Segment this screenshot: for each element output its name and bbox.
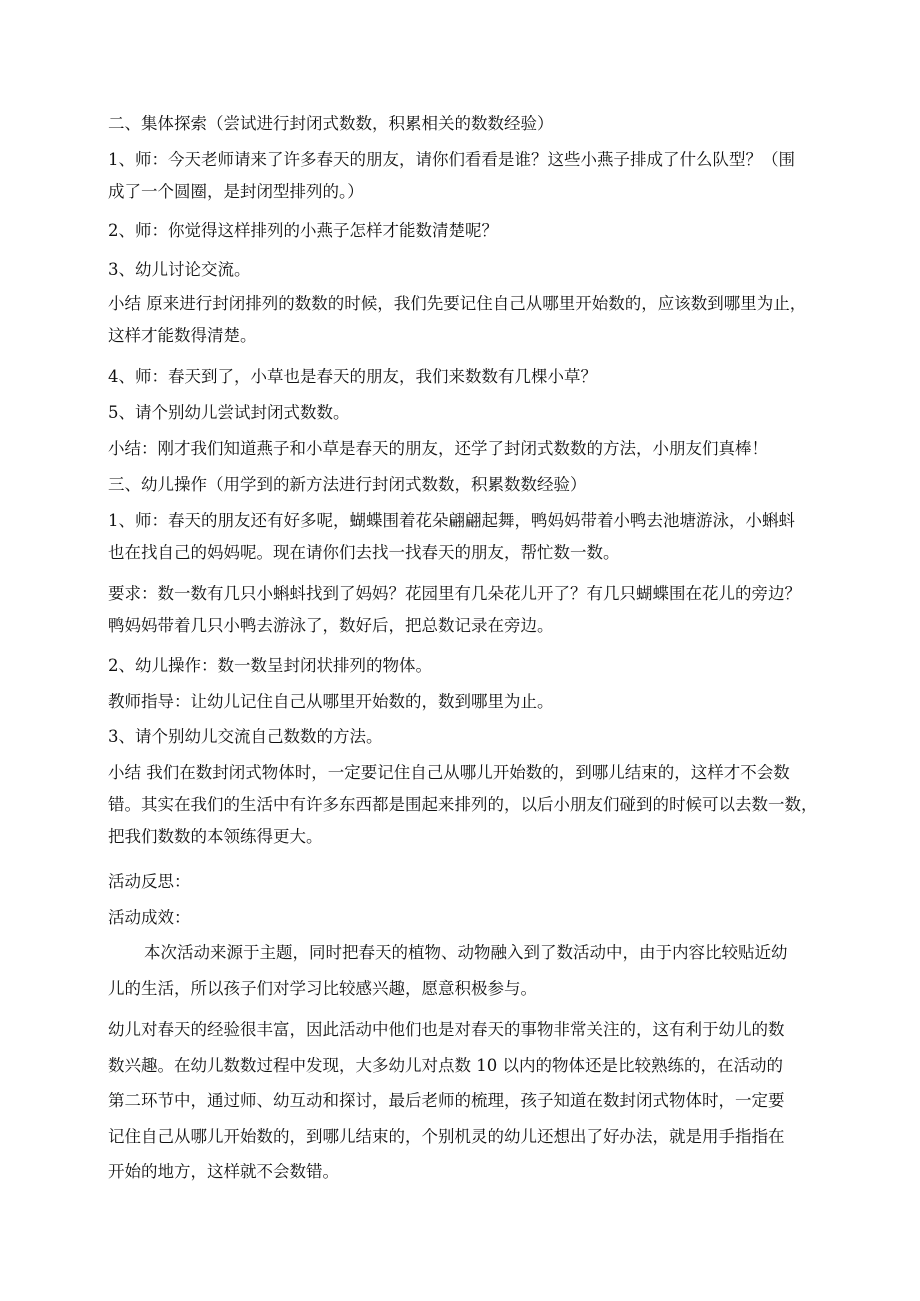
paragraph-attempt-5: 5、请个别幼儿尝试封闭式数数。 [108, 403, 350, 422]
paragraph-results-intro: 本次活动来源于主题，同时把春天的植物、动物融入到了数活动中，由于内容比较贴近幼 [144, 943, 788, 962]
paragraph-summary-3: 小结 我们在数封闭式物体时，一定要记住自己从哪儿开始数的，到哪儿结束的，这样才不会数 错。其实在我们的生活中有许多东西都是围起来排列的，以后小朋友们碰到的时候可以去数一数， 把我们数数的本领练得更大。 [108, 763, 818, 846]
paragraph-summary-2: 小结：刚才我们知道燕子和小草是春天的朋友，还学了封闭式数数的方法，小朋友们真棒！ [108, 439, 768, 458]
paragraph-requirements: 要求：数一数有几只小蝌蚪找到了妈妈？花园里有几朵花儿开了？有几只蝴蝶围在花儿的旁边？ 鸭妈妈带着几只小鸭去游泳了，数好后，把总数记录在旁边。 [108, 584, 801, 635]
paragraph-summary-1: 小结 原来进行封闭排列的数数的时候，我们先要记住自己从哪里开始数的，应该数到哪里为止， 这样才能数得清楚。 [108, 294, 807, 345]
heading-activity-reflection: 活动反思： [108, 872, 191, 891]
paragraph-teacher-2: 2、师：你觉得这样排列的小燕子怎样才能数清楚呢？ [108, 221, 498, 240]
paragraph-results-intro-cont: 儿的生活，所以孩子们对学习比较感兴趣，愿意积极参与。 [108, 979, 537, 998]
paragraph-teacher-guidance: 教师指导：让幼儿记住自己从哪里开始数的，数到哪里为止。 [108, 692, 554, 711]
heading-activity-results: 活动成效： [108, 908, 191, 927]
paragraph-teacher-1: 1、师：今天老师请来了许多春天的朋友，请你们看看是谁？这些小燕子排成了什么队型？（围 成了一个圆圈，是封闭型排列的。） [108, 150, 795, 201]
paragraph-operation-1: 1、师：春天的朋友还有好多呢，蝴蝶围着花朵翩翩起舞，鸭妈妈带着小鸭去池塘游泳，小蝌蚪 也在找自己的妈妈呢。现在请你们去找一找春天的朋友，帮忙数一数。 [108, 511, 795, 562]
paragraph-operation-2: 2、幼儿操作：数一数呈封闭状排列的物体。 [108, 656, 432, 675]
paragraph-results-detail: 幼儿对春天的经验很丰富，因此活动中他们也是对春天的事物非常关注的，这有利于幼儿的数 数兴趣。在幼儿数数过程中发现，大多幼儿对点数 10 以内的物体还是比较熟练的，在活动的 第二环节中，通过师、幼互动和探讨，最后老师的梳理，孩子知道在数封闭式物体时，一定要 记住自己从哪儿开始数的，到哪儿结束的，个别机灵的幼儿还想出了好办法，就是用手指指在 开始的地方，这样就不会数错。 [108, 1020, 785, 1181]
paragraph-discussion-3: 3、幼儿讨论交流。 [108, 260, 251, 279]
paragraph-teacher-4: 4、师：春天到了，小草也是春天的朋友，我们来数数有几棵小草？ [108, 367, 597, 386]
paragraph-operation-3: 3、请个别幼儿交流自己数数的方法。 [108, 727, 383, 746]
section-heading-child-operation: 三、幼儿操作（用学到的新方法进行封闭式数数，积累数数经验） [108, 475, 587, 494]
section-heading-collective-exploration: 二、集体探索（尝试进行封闭式数数，积累相关的数数经验） [108, 114, 554, 133]
